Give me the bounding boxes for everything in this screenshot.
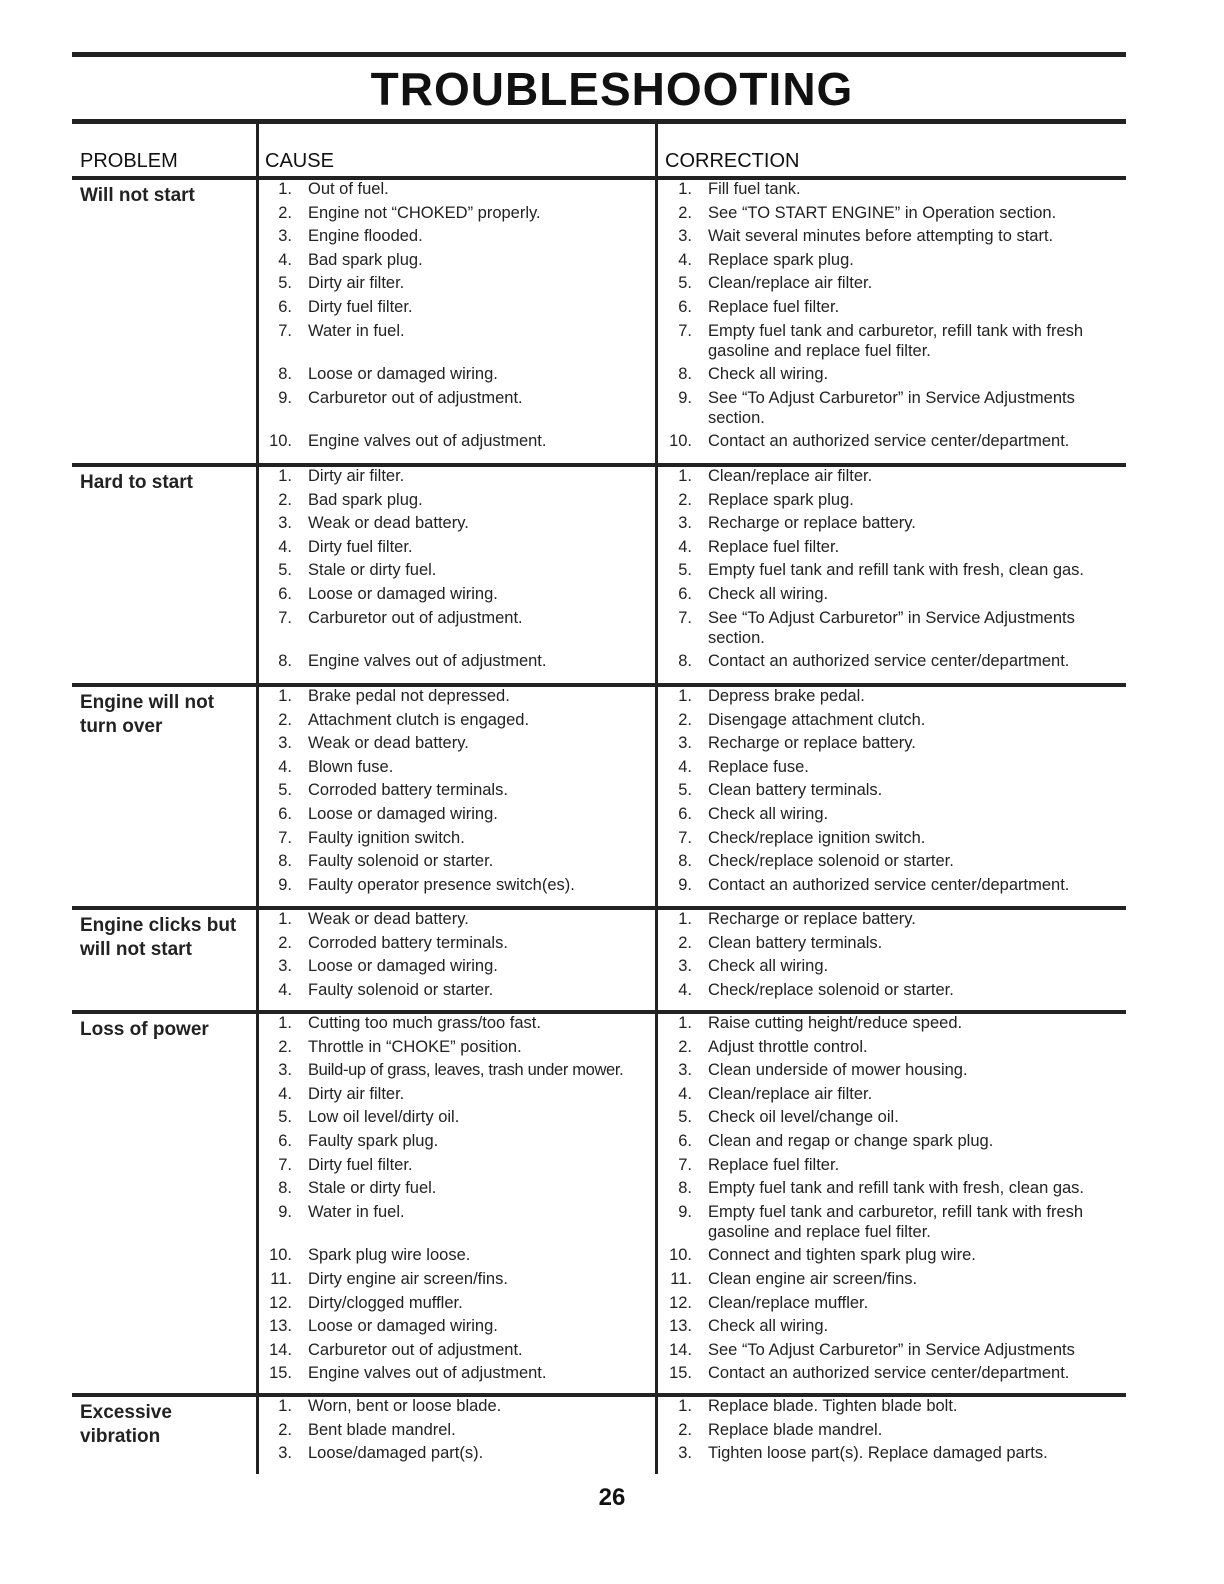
correction-number: 7. [678,1155,692,1174]
cause-number: 2. [278,710,292,729]
correction-number: 14. [669,1340,692,1359]
cause-number: 5. [278,561,292,580]
correction-number: 9. [678,388,692,407]
correction-text: Replace fuel filter. [708,537,840,556]
correction-number: 4. [678,980,692,999]
cause-text: Engine flooded. [308,227,423,246]
correction-text: Raise cutting height/reduce speed. [708,1014,963,1032]
cause-number: 3. [278,957,292,976]
correction-text: Contact an authorized service center/department. [708,432,1070,451]
cause-number: 8. [278,365,292,384]
cause-number: 1. [278,910,292,928]
cause-number: 15. [269,1364,292,1383]
section-separator [72,176,1126,180]
correction-text: Tighten loose part(s). Replace damaged parts. [708,1444,1048,1463]
correction-number: 1. [678,467,692,485]
correction-number: 5. [678,561,692,580]
correction-number: 5. [678,274,692,293]
cause-text: Cutting too much grass/too fast. [308,1014,541,1032]
cause-text: Loose or damaged wiring. [308,585,498,603]
correction-text: gasoline and replace fuel filter. [708,1222,931,1241]
correction-text: Replace fuse. [708,757,809,776]
correction-text: Clean/replace muffler. [708,1293,869,1312]
correction-text: Replace spark plug. [708,490,854,509]
correction-number: 8. [678,652,692,671]
cause-text: Dirty fuel filter. [308,1155,413,1174]
correction-number: 6. [678,1132,692,1150]
correction-text: See “TO START ENGINE” in Operation section. [708,203,1057,222]
cause-number: 8. [278,1179,292,1198]
cause-text: Blown fuse. [308,757,394,776]
cause-text: Carburetor out of adjustment. [308,388,523,407]
correction-text: Adjust throttle control. [708,1037,868,1056]
correction-text: See “To Adjust Carburetor” in Service Adjustments [708,608,1075,627]
cause-text: Dirty fuel filter. [308,298,413,316]
cause-text: Faulty solenoid or starter. [308,980,494,999]
cause-text: Bad spark plug. [308,490,423,509]
cause-number: 2. [278,933,292,952]
correction-number: 11. [670,1270,692,1288]
correction-text: Fill fuel tank. [708,180,801,198]
cause-text: Corroded battery terminals. [308,933,508,952]
correction-number: 3. [678,957,692,976]
correction-number: 10. [669,432,692,451]
cause-text: Stale or dirty fuel. [308,561,437,580]
cause-number: 8. [278,852,292,871]
cause-number: 8. [278,652,292,671]
correction-text: See “To Adjust Carburetor” in Service Adjustments [708,1340,1075,1359]
cause-number: 10. [269,1246,292,1265]
correction-text: Clean battery terminals. [708,933,883,952]
correction-text: Check all wiring. [708,1317,829,1336]
correction-number: 2. [678,933,692,952]
problem-label: Excessive [80,1402,172,1423]
correction-text: Check oil level/change oil. [708,1108,899,1127]
correction-text: Check all wiring. [708,365,829,384]
cause-number: 4. [278,537,292,556]
cause-number: 3. [278,1444,292,1463]
correction-number: 6. [678,585,692,603]
cause-text: Corroded battery terminals. [308,781,508,800]
section-separator [72,683,1126,687]
cause-text: Attachment clutch is engaged. [308,710,530,729]
cause-number: 7. [278,321,292,340]
correction-text: Wait several minutes before attempting to start. [708,227,1054,246]
correction-number: 5. [678,1108,692,1127]
cause-text: Low oil level/dirty oil. [308,1108,460,1127]
correction-number: 2. [678,710,692,729]
cause-text: Weak or dead battery. [308,734,469,753]
cause-number: 1. [278,1397,292,1415]
cause-text: Engine not “CHOKED” properly. [308,203,541,222]
correction-text: Connect and tighten spark plug wire. [708,1246,976,1265]
problem-label: turn over [80,716,163,737]
correction-number: 1. [678,910,692,928]
cause-number: 1. [278,1014,292,1032]
correction-number: 5. [678,781,692,800]
correction-number: 15. [669,1364,692,1383]
cause-text: Out of fuel. [308,180,389,198]
cause-number: 11. [270,1270,292,1288]
correction-number: 6. [678,805,692,823]
cause-number: 2. [278,203,292,222]
cause-text: Weak or dead battery. [308,514,469,533]
cause-text: Water in fuel. [308,321,405,340]
correction-number: 3. [678,1444,692,1463]
correction-text: section. [708,408,765,427]
top-rule [72,52,1126,57]
correction-text: Contact an authorized service center/department. [708,652,1070,671]
correction-number: 3. [678,514,692,533]
header-correction: CORRECTION [665,150,800,172]
correction-text: Check all wiring. [708,585,829,603]
cause-text: Weak or dead battery. [308,910,469,928]
problem-label: Engine clicks but [80,915,237,936]
correction-number: 4. [678,250,692,269]
cause-number: 5. [278,1108,292,1127]
cause-number: 4. [278,757,292,776]
cause-number: 4. [278,1084,292,1103]
cause-number: 6. [278,585,292,603]
column-divider-correction [655,124,658,1474]
correction-text: Clean underside of mower housing. [708,1061,968,1080]
correction-number: 4. [678,757,692,776]
correction-text: Replace spark plug. [708,250,854,269]
correction-text: Clean/replace air filter. [708,274,873,293]
cause-text: Faulty ignition switch. [308,828,465,847]
correction-number: 2. [678,490,692,509]
header-cause: CAUSE [265,150,334,172]
cause-number: 12. [269,1293,292,1312]
correction-text: See “To Adjust Carburetor” in Service Adjustments [708,388,1075,407]
correction-number: 12. [669,1293,692,1312]
cause-number: 9. [278,388,292,407]
section-separator [72,1010,1126,1014]
cause-number: 5. [278,274,292,293]
correction-text: Recharge or replace battery. [708,514,916,533]
correction-text: gasoline and replace fuel filter. [708,341,931,360]
correction-number: 9. [678,1202,692,1221]
cause-text: Carburetor out of adjustment. [308,608,523,627]
correction-number: 2. [678,1037,692,1056]
cause-text: Dirty fuel filter. [308,537,413,556]
correction-text: Replace blade mandrel. [708,1420,883,1439]
cause-text: Build-up of grass, leaves, trash under mower. [308,1061,624,1080]
section-separator [72,906,1126,910]
cause-number: 3. [278,734,292,753]
cause-number: 6. [278,1132,292,1150]
correction-number: 8. [678,365,692,384]
correction-number: 2. [678,1420,692,1439]
cause-text: Loose or damaged wiring. [308,365,498,384]
correction-number: 7. [678,321,692,340]
cause-number: 3. [278,514,292,533]
cause-text: Faulty solenoid or starter. [308,852,494,871]
title-underline [72,119,1126,124]
correction-text: Check/replace solenoid or starter. [708,852,954,871]
problem-label: vibration [80,1426,161,1447]
correction-text: Clean/replace air filter. [708,467,873,485]
cause-text: Loose/damaged part(s). [308,1444,484,1463]
cause-number: 1. [278,687,292,705]
cause-number: 2. [278,1420,292,1439]
correction-number: 7. [678,608,692,627]
correction-text: Replace fuel filter. [708,1155,840,1174]
problem-label: will not start [80,939,192,960]
correction-number: 7. [678,828,692,847]
cause-number: 5. [278,781,292,800]
cause-text: Dirty/clogged muffler. [308,1293,463,1312]
correction-number: 6. [678,298,692,316]
cause-text: Engine valves out of adjustment. [308,432,547,451]
cause-text: Engine valves out of adjustment. [308,1364,547,1383]
correction-text: Clean/replace air filter. [708,1084,873,1103]
section-separator [72,463,1126,467]
correction-number: 1. [678,1014,692,1032]
section-separator [72,1393,1126,1397]
correction-number: 10. [669,1246,692,1265]
cause-number: 9. [278,1202,292,1221]
correction-number: 9. [678,875,692,894]
correction-number: 4. [678,537,692,556]
cause-number: 2. [278,490,292,509]
cause-number: 1. [278,467,292,485]
correction-number: 1. [678,687,692,705]
correction-number: 3. [678,227,692,246]
correction-text: Replace fuel filter. [708,298,840,316]
cause-text: Loose or damaged wiring. [308,1317,498,1336]
cause-number: 7. [278,828,292,847]
correction-text: Check all wiring. [708,805,829,823]
cause-number: 1. [278,180,292,198]
cause-number: 3. [278,1061,292,1080]
cause-text: Engine valves out of adjustment. [308,652,547,671]
correction-number: 1. [678,180,692,198]
cause-text: Carburetor out of adjustment. [308,1340,523,1359]
correction-text: Depress brake pedal. [708,687,865,705]
correction-text: Recharge or replace battery. [708,910,916,928]
cause-number: 7. [278,1155,292,1174]
correction-text: Recharge or replace battery. [708,734,916,753]
page-number: 26 [598,1484,626,1511]
correction-text: Empty fuel tank and refill tank with fresh, clean gas. [708,561,1085,580]
cause-text: Brake pedal not depressed. [308,687,510,705]
cause-number: 9. [278,875,292,894]
cause-text: Stale or dirty fuel. [308,1179,437,1198]
cause-text: Bent blade mandrel. [308,1420,456,1439]
problem-label: Engine will not [80,692,215,713]
cause-number: 13. [269,1317,292,1336]
correction-number: 13. [669,1317,692,1336]
cause-text: Loose or damaged wiring. [308,957,498,976]
cause-text: Spark plug wire loose. [308,1246,471,1265]
cause-text: Bad spark plug. [308,250,423,269]
cause-text: Loose or damaged wiring. [308,805,498,823]
correction-text: Replace blade. Tighten blade bolt. [708,1397,958,1415]
page-title: TROUBLESHOOTING [370,63,854,115]
correction-number: 4. [678,1084,692,1103]
correction-text: Disengage attachment clutch. [708,710,926,729]
cause-text: Dirty air filter. [308,1084,405,1103]
cause-text: Faulty spark plug. [308,1132,439,1150]
correction-number: 1. [678,1397,692,1415]
cause-number: 7. [278,608,292,627]
correction-text: Clean engine air screen/fins. [708,1270,918,1288]
correction-number: 8. [678,852,692,871]
correction-text: Check all wiring. [708,957,829,976]
correction-text: Clean and regap or change spark plug. [708,1132,994,1150]
cause-number: 6. [278,298,292,316]
cause-number: 14. [269,1340,292,1359]
cause-text: Worn, bent or loose blade. [308,1397,502,1415]
correction-text: Contact an authorized service center/department. [708,875,1070,894]
correction-number: 3. [678,734,692,753]
problem-label: Hard to start [80,472,193,493]
cause-number: 10. [269,432,292,451]
cause-number: 6. [278,805,292,823]
cause-text: Dirty engine air screen/fins. [308,1270,508,1288]
cause-text: Throttle in “CHOKE” position. [308,1037,522,1056]
cause-text: Water in fuel. [308,1202,405,1221]
cause-text: Dirty air filter. [308,467,405,485]
correction-number: 8. [678,1179,692,1198]
header-problem: PROBLEM [80,150,178,172]
cause-text: Faulty operator presence switch(es). [308,875,575,894]
problem-label: Loss of power [80,1019,209,1040]
cause-number: 3. [278,227,292,246]
problem-label: Will not start [80,185,195,206]
correction-text: Empty fuel tank and carburetor, refill tank with fresh [708,321,1084,340]
correction-text: Empty fuel tank and carburetor, refill tank with fresh [708,1202,1084,1221]
correction-text: Contact an authorized service center/department. [708,1364,1070,1383]
correction-text: Check/replace ignition switch. [708,828,926,847]
column-divider-cause [256,124,259,1474]
correction-text: section. [708,628,765,647]
correction-text: Check/replace solenoid or starter. [708,980,954,999]
correction-text: Clean battery terminals. [708,781,883,800]
cause-number: 4. [278,250,292,269]
correction-number: 2. [678,203,692,222]
correction-text: Empty fuel tank and refill tank with fresh, clean gas. [708,1179,1085,1198]
cause-number: 2. [278,1037,292,1056]
cause-text: Dirty air filter. [308,274,405,293]
correction-number: 3. [678,1061,692,1080]
cause-number: 4. [278,980,292,999]
